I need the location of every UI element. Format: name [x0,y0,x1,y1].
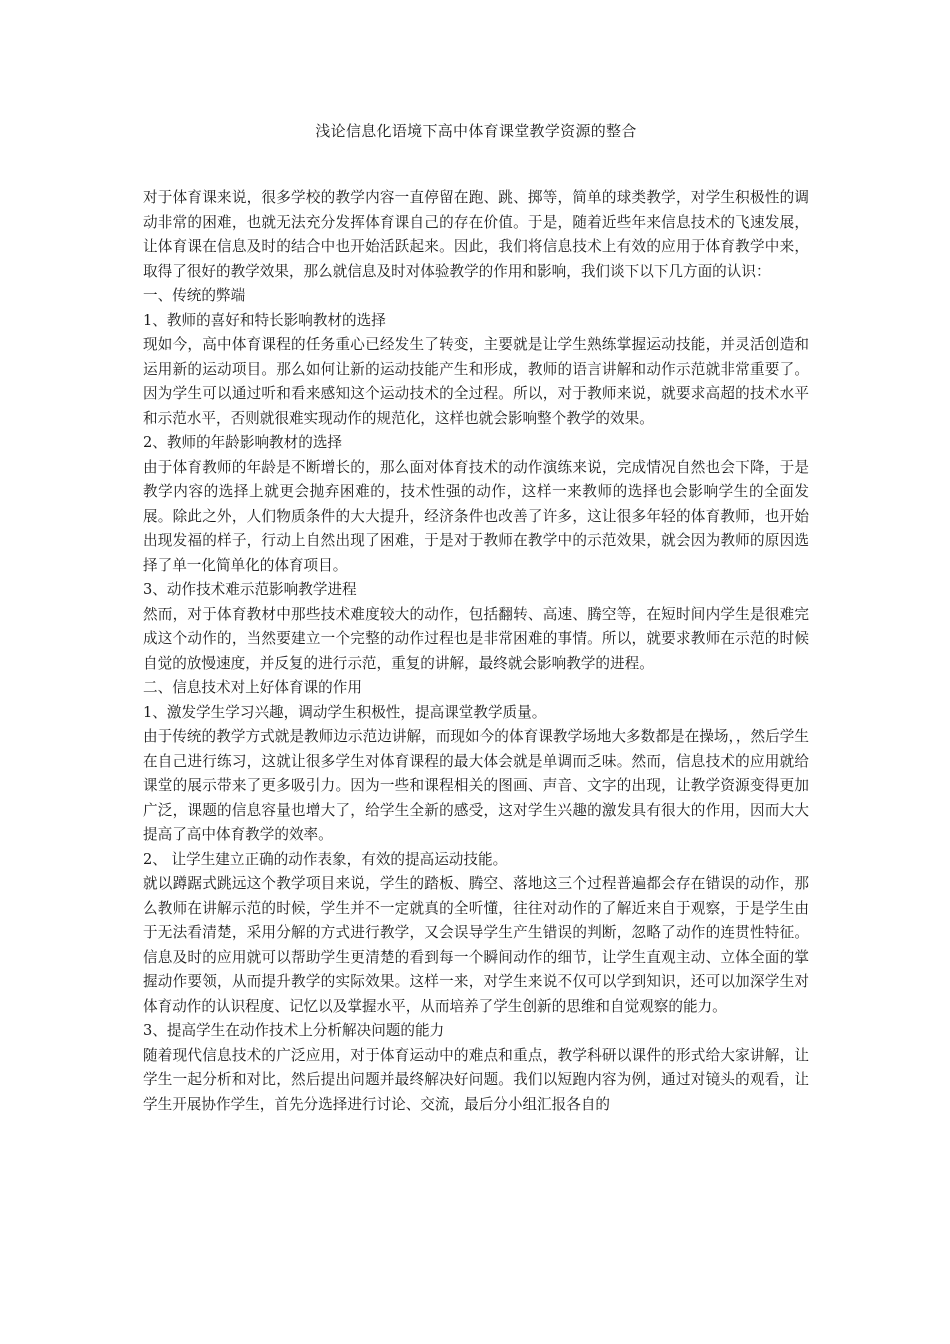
document-page [143,120,809,1117]
section-heading: 1、教师的喜好和特长影响教材的选择 [143,311,386,329]
document-title: 浅论信息化语境下高中体育课堂教学资源的整合 [315,122,637,140]
section-heading: 3、动作技术难示范影响教学进程 [143,581,357,598]
section-heading: 2、教师的年龄影响教材的选择 [143,434,343,451]
section-heading: 3、提高学生在动作技术上分析解决问题的能力 [143,1022,445,1039]
body-paragraph: 由于体育教师的年龄是不断增长的，那么面对体育技术的动作演练来说，完成情况自然也会下降，于是教学内容的选择上就更会抛弃困难的，技术性强的动作，这样一来教师的选择也会影响学生的全面发展。除此之外，人们物质条件的大大提升，经济条件也改善了许多，这让很多年轻的体育教师，也开始出现发福的样子，行动上自然出现了困难，于是对于教师在教学中的示范效果，就会因为教师的原因选择了单一化简单化的体育项目。 [143,458,809,574]
body-paragraph: 就以蹲踞式跳远这个教学项目来说，学生的踏板、腾空、落地这三个过程普遍都会存在错误的动作，那么教师在讲解示范的时候，学生并不一定就真的全听懂，往往对动作的了解近来自于观察，于是学生由于无法看清楚，采用分解的方式进行教学，又会误导学生产生错误的判断，忽略了动作的连贯性特征。信息及时的应用就可以帮助学生更清楚的看到每一个瞬间动作的细节，让学生直观主动、立体全面的掌握动作要领，从而提升教学的实际效果。这样一来，对学生来说不仅可以学到知识，还可以加深学生对体育动作的认识程度、记忆以及掌握水平，从而培养了学生创新的思维和自觉观察的能力。 [143,875,809,1015]
body-paragraph: 现如今，高中体育课程的任务重心已经发生了转变，主要就是让学生熟练掌握运动技能，并灵活创造和运用新的运动项目。那么如何让新的运动技能产生和形成，教师的语言讲解和动作示范就非常重要了。因为学生可以通过听和看来感知这个运动技术的全过程。所以，对于教师来说，就要求高超的技术水平和示范水平，否则就很难实现动作的规范化，这样也就会影响整个教学的效果。 [143,336,809,427]
document-body [143,186,809,1117]
body-paragraph: 然而，对于体育教材中那些技术难度较大的动作，包括翻转、高速、腾空等，在短时间内学生是很难完成这个动作的，当然要建立一个完整的动作过程也是非常困难的事情。所以，就要求教师在示范的时候自觉的放慢速度，并反复的进行示范，重复的讲解，最终就会影响教学的进程。 [143,605,809,672]
body-paragraph: 随着现代信息技术的广泛应用，对于体育运动中的难点和重点，教学科研以课件的形式给大家讲解，让学生一起分析和对比，然后提出问题并最终解决好问题。我们以短跑内容为例，通过对镜头的观看，让学生开展协作学生，首先分选择进行讨论、交流，最后分小组汇报各自的 [143,1046,809,1113]
section-heading: 1、激发学生学习兴趣，调动学生积极性，提高课堂教学质量。 [143,703,547,721]
section-heading: 一、传统的弊端 [143,287,246,304]
body-paragraph: 对于体育课来说，很多学校的教学内容一直停留在跑、跳、掷等，简单的球类教学，对学生积极性的调动非常的困难，也就无法充分发挥体育课自己的存在价值。于是，随着近些年来信息技术的飞速发展，让体育课在信息及时的结合中也开始活跃起来。因此，我们将信息技术上有效的应用于体育教学中来，取得了很好的教学效果，那么就信息及时对体验教学的作用和影响，我们谈下以下几方面的认识： [143,189,809,280]
body-paragraph: 由于传统的教学方式就是教师边示范边讲解，而现如今的体育课教学场地大多数都是在操场，，然后学生在自己进行练习，这就让很多学生对体育课程的最大体会就是单调而乏味。然而，信息技术的应用就给课堂的展示带来了更多吸引力。因为一些和课程相关的图画、声音、文字的出现，让教学资源变得更加广泛，课题的信息容量也增大了，给学生全新的感受，这对学生兴趣的激发具有很大的作用，因而大大提高了高中体育教学的效率。 [143,728,809,843]
section-heading: 2、 让学生建立正确的动作表象，有效的提高运动技能。 [143,850,508,868]
section-heading: 二、信息技术对上好体育课的作用 [143,679,362,696]
